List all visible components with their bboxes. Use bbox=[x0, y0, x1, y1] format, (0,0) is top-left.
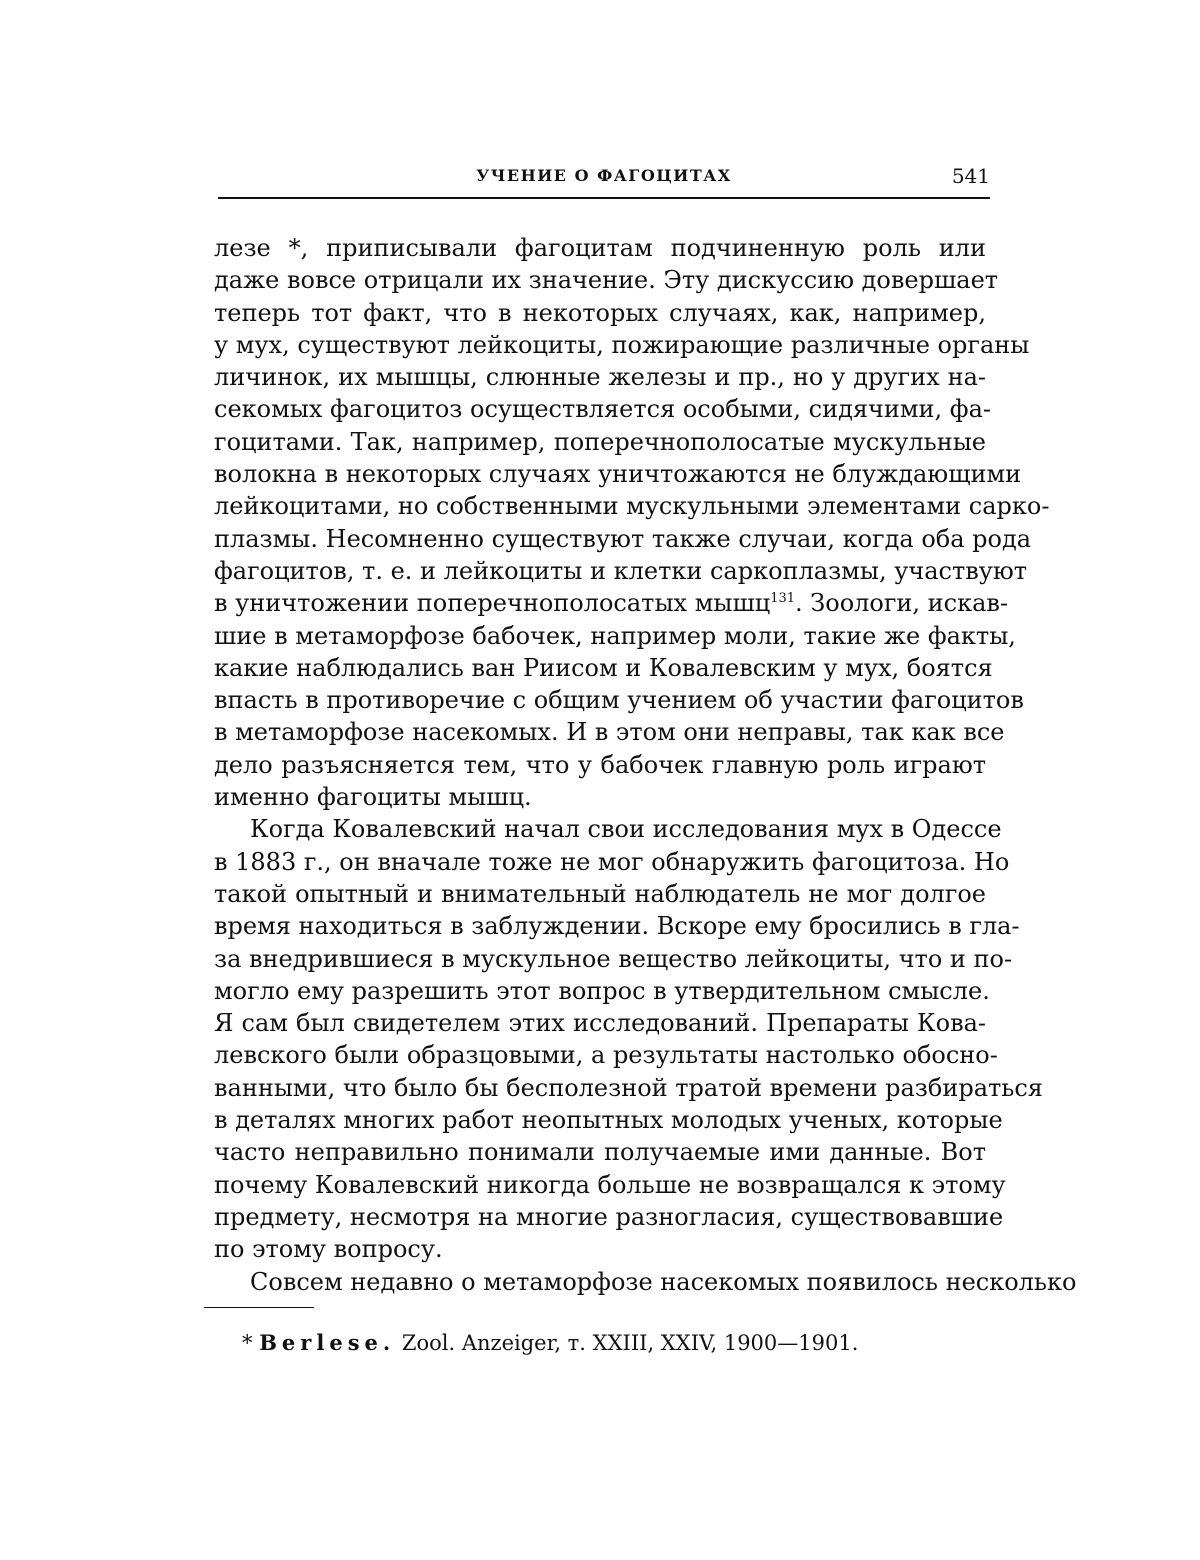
text-line: по этому вопросу. bbox=[214, 1233, 986, 1265]
text-line: шие в метаморфозе бабочек, например моли, такие же факты, bbox=[214, 620, 986, 652]
body-text bbox=[214, 232, 986, 1298]
text-line: фагоцитов, т. е. и лейкоциты и клетки саркоплазмы, участвуют bbox=[214, 555, 986, 587]
text-line: часто неправильно понимали получаемые ими данные. Вот bbox=[214, 1136, 986, 1168]
footnote bbox=[242, 1330, 858, 1355]
text-line: у мух, существуют лейкоциты, пожирающие различные органы bbox=[214, 329, 986, 361]
text-line: предмету, несмотря на многие разногласия, существовавшие bbox=[214, 1201, 986, 1233]
text-line: время находиться в заблуждении. Вскоре ему бросились в гла- bbox=[214, 910, 986, 942]
text-line: могло ему разрешить этот вопрос в утвердительном смысле. bbox=[214, 975, 986, 1007]
text-line: Когда Ковалевский начал свои исследования мух в Одессе bbox=[214, 813, 986, 845]
reference-number: 131 bbox=[770, 591, 795, 606]
footnote-citation: Zool. Anzeiger, т. XXIII, XXIV, 1900—1901. bbox=[402, 1331, 859, 1355]
book-page bbox=[0, 0, 1200, 1560]
text-line: в 1883 г., он вначале тоже не мог обнаружить фагоцитоза. Но bbox=[214, 846, 986, 878]
text-line: плазмы. Несомненно существуют также случаи, когда оба рода bbox=[214, 523, 986, 555]
text-line-with-reference bbox=[214, 587, 986, 619]
footnote-rule bbox=[204, 1307, 314, 1308]
text-line: Я сам был свидетелем этих исследований. Препараты Кова- bbox=[214, 1007, 986, 1039]
text-line: даже вовсе отрицали их значение. Эту дискуссию довершает bbox=[214, 264, 986, 296]
page-number: 541 bbox=[952, 164, 990, 188]
text-line: личинок, их мышцы, слюнные железы и пр., но у других на- bbox=[214, 361, 986, 393]
text-line: Совсем недавно о метаморфозе насекомых появилось несколько bbox=[214, 1266, 986, 1298]
text-segment: . Зоологи, искав- bbox=[795, 589, 1008, 617]
text-line: в деталях многих работ неопытных молодых ученых, которые bbox=[214, 1104, 986, 1136]
text-line: гоцитами. Так, например, поперечнополосатые мускульные bbox=[214, 426, 986, 458]
text-line: именно фагоциты мышц. bbox=[214, 781, 986, 813]
text-line: в метаморфозе насекомых. И в этом они неправы, так как все bbox=[214, 716, 986, 748]
page-header bbox=[218, 160, 990, 190]
text-line: такой опытный и внимательный наблюдатель не мог долгое bbox=[214, 878, 986, 910]
text-line: дело разъясняется тем, что у бабочек главную роль играют bbox=[214, 749, 986, 781]
text-line: почему Ковалевский никогда больше не возвращался к этому bbox=[214, 1169, 986, 1201]
text-line: волокна в некоторых случаях уничтожаются не блуждающими bbox=[214, 458, 986, 490]
header-rule bbox=[218, 197, 990, 199]
text-line: лезе *, приписывали фагоцитам подчиненную роль или bbox=[214, 232, 986, 264]
text-line: ванными, что было бы бесполезной тратой времени разбираться bbox=[214, 1072, 986, 1104]
text-line: лейкоцитами, но собственными мускульными элементами сарко- bbox=[214, 490, 986, 522]
running-title: УЧЕНИЕ О ФАГОЦИТАХ bbox=[218, 166, 990, 185]
text-line: левского были образцовыми, а результаты настолько обосно- bbox=[214, 1039, 986, 1071]
text-line: теперь тот факт, что в некоторых случаях, как, например, bbox=[214, 297, 986, 329]
text-line: за внедрившиеся в мускульное вещество лейкоциты, что и по- bbox=[214, 943, 986, 975]
footnote-author: Berlese. bbox=[259, 1330, 395, 1355]
text-line: впасть в противоречие с общим учением об участии фагоцитов bbox=[214, 684, 986, 716]
text-line: секомых фагоцитоз осуществляется особыми, сидячими, фа- bbox=[214, 393, 986, 425]
text-segment: в уничтожении поперечнополосатых мышц bbox=[214, 589, 770, 617]
text-line: какие наблюдались ван Риисом и Ковалевским у мух, боятся bbox=[214, 652, 986, 684]
footnote-marker: * bbox=[242, 1331, 253, 1355]
